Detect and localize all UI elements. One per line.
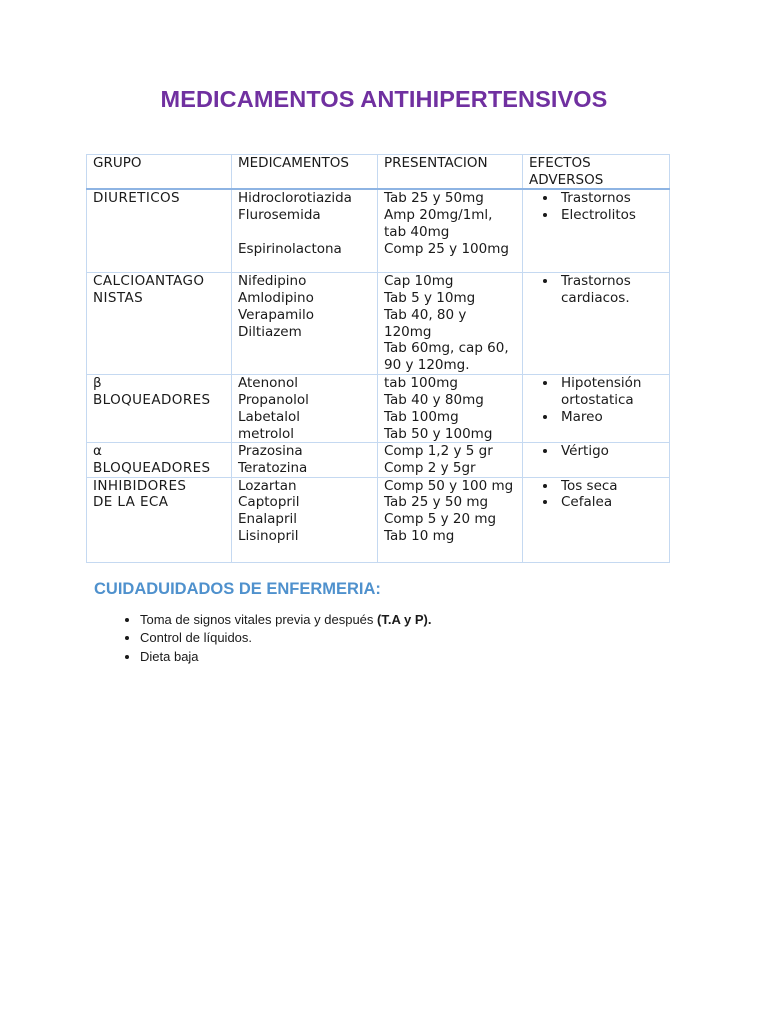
drug-name: metrolol <box>238 425 295 442</box>
effect-item: • Hipotensión ortostatica <box>558 375 665 408</box>
cell-efectos <box>523 273 670 375</box>
cell-presentacion: Tab 25 y 50mg Amp 20mg/1ml, tab 40mg Comp 25 y 100mg <box>378 189 523 273</box>
drug-name: Enalapril <box>238 511 298 528</box>
effect-item: • Electrolitos <box>558 207 665 224</box>
drug-name: Nifedipino <box>238 273 307 290</box>
effect-item: • Trastornos <box>558 190 665 207</box>
header-efectos: EFECTOS ADVERSOS <box>523 155 670 190</box>
drug-name: Flurosemida <box>238 207 321 224</box>
list-item: • Toma de signos vitales previa y después (T.A y P). <box>140 611 431 629</box>
effect-item: • Mareo <box>558 409 665 426</box>
antihypertensive-table <box>86 154 670 563</box>
drug-name: Propanolol <box>238 392 309 409</box>
table-row <box>87 477 670 562</box>
cell-efectos <box>523 189 670 273</box>
list-item: • Dieta baja <box>140 648 431 666</box>
cell-grupo: CALCIOANTAGO NISTAS <box>87 273 232 375</box>
cell-medicamentos <box>232 375 378 443</box>
cell-presentacion: Comp 1,2 y 5 gr Comp 2 y 5gr <box>378 443 523 477</box>
cell-efectos <box>523 443 670 477</box>
header-medicamentos: MEDICAMENTOS <box>232 155 378 190</box>
cell-grupo: DIURETICOS <box>87 189 232 273</box>
drug-name: Lozartan <box>238 477 297 494</box>
drug-name: Espirinolactona <box>238 240 342 257</box>
cell-medicamentos <box>232 443 378 477</box>
header-presentacion: PRESENTACION <box>378 155 523 190</box>
cell-grupo: β BLOQUEADORES <box>87 375 232 443</box>
drug-name: Atenonol <box>238 375 298 392</box>
care-list <box>104 611 431 666</box>
drug-name: Lisinopril <box>238 527 299 544</box>
drug-name: Captopril <box>238 494 300 511</box>
care-heading: CUIDADUIDADOS DE ENFERMERIA: <box>94 580 381 598</box>
drug-name: Teratozina <box>238 459 308 476</box>
cell-grupo: α BLOQUEADORES <box>87 443 232 477</box>
drug-name: Labetalol <box>238 408 300 425</box>
header-grupo: GRUPO <box>87 155 232 190</box>
effect-item: • Tos seca <box>558 478 665 495</box>
cell-medicamentos <box>232 477 378 562</box>
drug-name: Diltiazem <box>238 323 302 340</box>
cell-grupo: INHIBIDORES DE LA ECA <box>87 477 232 562</box>
table-row <box>87 189 670 273</box>
drug-name: Verapamilo <box>238 306 315 323</box>
drug-name: Prazosina <box>238 443 303 460</box>
cell-presentacion: Comp 50 y 100 mg Tab 25 y 50 mg Comp 5 y 20 mg Tab 10 mg <box>378 477 523 562</box>
document-title: MEDICAMENTOS ANTIHIPERTENSIVOS <box>160 86 608 112</box>
cell-efectos <box>523 375 670 443</box>
table-row <box>87 443 670 477</box>
effect-item: • Trastornos cardiacos. <box>558 273 665 306</box>
table-row <box>87 273 670 375</box>
drug-name: Hidroclorotiazida <box>238 190 352 207</box>
cell-efectos <box>523 477 670 562</box>
effect-item: • Cefalea <box>558 494 665 511</box>
effect-item: • Vértigo <box>558 443 665 460</box>
cell-presentacion: Cap 10mg Tab 5 y 10mg Tab 40, 80 y 120mg Tab 60mg, cap 60, 90 y 120mg. <box>378 273 523 375</box>
table-row <box>87 375 670 443</box>
table-header-row <box>87 155 670 190</box>
cell-medicamentos <box>232 189 378 273</box>
cell-presentacion: tab 100mg Tab 40 y 80mg Tab 100mg Tab 50 y 100mg <box>378 375 523 443</box>
list-item: • Control de líquidos. <box>140 629 431 647</box>
cell-medicamentos <box>232 273 378 375</box>
drug-name: Amlodipino <box>238 290 314 307</box>
